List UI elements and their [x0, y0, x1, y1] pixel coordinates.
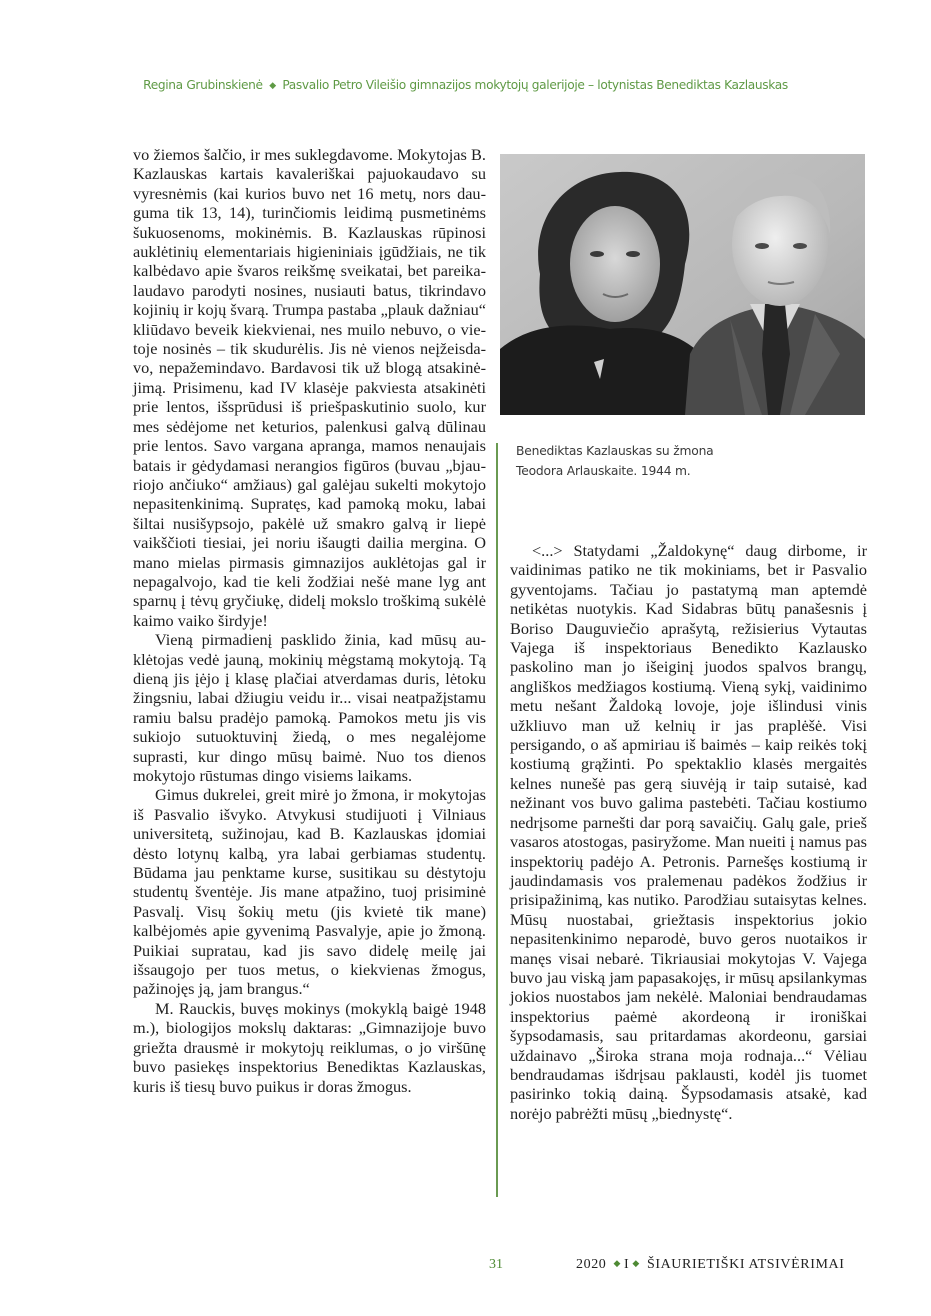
paragraph: M. Rauckis, buvęs mokinys (mokyklą baigė 1948 m.), biologijos mokslų daktaras: „Gimnazijoje buvo griežta drausmė ir mokytojų reiklumas, o jo viršūnę buvo pasiekęs inspektorius Benediktas Kazlauskas, kuris iš tiesų buvo puikus ir doras žmogus.	[133, 998, 486, 1096]
paragraph: <...> Statydami „Žaldokynę“ daug dirbome, ir vaidinimas patiko ne tik mokiniams, bet ir Pasvalio gyventojams. Tačiau jo pastatymą man aptemdė netikėtas nuotykis. Kad Sidabras būtų panašesnis į Boriso Dauguviečio aprašytą, režisierius Vytautas Vajega iš inspektoriaus Benedikto Kazlausko paskolino man jo išeiginį juodos spalvos brangų, angliškos medžiagos kostiumą. Vieną sykį, vaidinimo metu nešant Žaldoką lovoje, joje išlindusi vinis užkliuvo man už kelnių ir jas praplėšė. Visi persigando, o aš apmiriau iš baimės – kaip reikės tokį kostiumą grąžinti. Po spektaklio klasės mergaitės kelnes nunešė pas gerą siuvėją ir taip sutaisė, kad nežinant vos buvo galima pastebėti. Tačiau kostiumo nedrįsome parnešti dar porą savaičių. Galų gale, prieš vasaros atostogas, pasiryžome. Man nueiti į namus pas inspektorių padėjo A. Petronis. Parnešęs kostiumą ir jaudindamasis vos pralemenau padėkos žodžius ir prisipažinimą, kas nutiko. Parodžiau sutaisytas kelnes. Mūsų nuostabai, griežtasis inspektorius jokio nepasitenkinimo neparodė, buvo geros nuotaikos ir manęs visai nebarė. Tikriausiai mokytojas V. Vajega buvo jau viską jam papasakojęs, ir mūsų apsilankymas jokios nuostabos jam nekėlė. Maloniai bendraudamas inspektorius paėmė akordeoną ir ironiškai šypsodamasis, sau pritardamas akordeonu, garsiai uždainavo „Široka strana moja rodnaja...“ Vėliau bendraudamas išdrįsau paklausti, kodėl jis tuomet pasirinko tokią dainą. Šypsodamasis atsakė, kad norėjo pabrėžti mūsų „biednystę“.	[510, 541, 867, 1123]
diamond-separator-icon: ◆	[632, 1258, 640, 1268]
column-divider-rule	[496, 443, 498, 1197]
footer-magazine-title: ŠIAURIETIŠKI ATSIVĖRIMAI	[646, 1257, 845, 1272]
caption-line: Benediktas Kazlauskas su žmona	[516, 444, 714, 458]
paragraph: Gimus dukrelei, greit mirė jo žmona, ir mokytojas iš Pasvalio išvyko. Atvykusi studijuoti į Vilniaus universitetą, sužinojau, kad B. Kazlauskas įdomiai dėsto lotynų kalbą, yra labai gerbiamas studentų. Būdama jau penktame kurse, susitikau su dėstytoju studentų šventėje. Jis mane atpažino, tuoj prisiminė Pasvalį. Visų šokių metu (jis kvietė tik mane) kalbėjomės apie gyvenimą Pasvalyje, apie jo žmoną. Puikiai supratau, kad jis savo didelę meilę jai išsaugojo per tuos metus, o kiekvienas žmogus, pažinojęs ją, jam brangus.“	[133, 785, 486, 999]
diamond-separator-icon: ◆	[269, 81, 276, 91]
caption-line: Teodora Arlauskaite. 1944 m.	[516, 464, 691, 478]
photo-caption	[516, 441, 856, 481]
right-column	[510, 541, 867, 1123]
left-column	[133, 145, 486, 1096]
running-head	[0, 78, 931, 92]
magazine-footer	[576, 1257, 845, 1273]
running-head-title: Pasvalio Petro Vileišio gimnazijos mokytojų galerijoje – lotynistas Benediktas Kazlauskas	[282, 78, 788, 92]
page-number: 31	[489, 1257, 503, 1272]
paragraph: Vieną pirmadienį pasklido žinia, kad mūsų auklėtojas vedė jauną, mokinių mėgstamą mokytoją. Tą dieną jis įėjo į klasę plačiai atverdamas duris, lėtoku žingsniu, labai džiugiu veidu ir... visai neatpažįstamu ramiu balsu pradėjo pamoką. Pamokos metu jis vis sukiojo sutuoktuvinį žiedą, o mes negalėjome suprasti, kur dingo mūsų baimė. Nuo tos dienos mokytojo rūstumas dingo visiems laikams.	[133, 630, 486, 785]
photo-illustration	[500, 154, 865, 415]
diamond-separator-icon: ◆	[613, 1258, 622, 1268]
portrait-photo	[500, 154, 865, 415]
footer-issue: I	[624, 1257, 630, 1272]
running-head-author: Regina Grubinskienė	[143, 78, 263, 92]
footer-year: 2020	[576, 1257, 607, 1272]
paragraph: vo žiemos šalčio, ir mes suklegdavome. Mokytojas B. Kazlauskas kartais kavaleriškai pajuokaudavo su vyresnėmis (kai kurios buvo net 16 metų, nors dauguma tik 13, 14), turinčiomis leidimą pusmetinėms šukuosenoms, mokinėmis. B. Kazlauskas rūpinosi auklėtinių elementariais higieniniais įgūdžiais, ne tik kalbėdavo apie švaros reikšmę sveikatai, bet pareikalaudavo parodyti nosines, nusiauti batus, tikrindavo kojinių ir kojų švarą. Trumpa pastaba „plauk dažniau“ kliūdavo beveik kiekvienai, nes muilo nebuvo, o vietoje nosinės – tik skudurėlis. Jis nė vienos neįžeisdavo, nepažemindavo. Bardavosi tik už blogą atsakinėjimą. Prisimenu, kad IV klasėje pakviesta atsakinėti prie lentos, išsprūdusi iš priešpaskutinio suolo, kur mes sėdėjome net keturios, palenkusi galvą dūlinau prie lentos. Savo vargana apranga, mamos nenaujais batais ir gėdydamasi nerangios figūros (buvau „bjauriojo ančiuko“ amžiaus) gal galėjau sukelti mokytojo nepasitenkinimą. Supratęs, kad pamoką moku, labai šiltai nusišypsojo, pakėlė už smakro galvą ir liepė vaikščioti tiesiai, jei noriu išaugti dailia mergina. O mano mielas pirmasis gimnazijos auklėtojas gal ir nepagalvojo, kad tie keli žodžiai nešė mane lyg ant sparnų į tėvų gryčiukę, didelį mokslo troškimą sukėlė kaimo vaiko širdyje!	[133, 145, 486, 630]
